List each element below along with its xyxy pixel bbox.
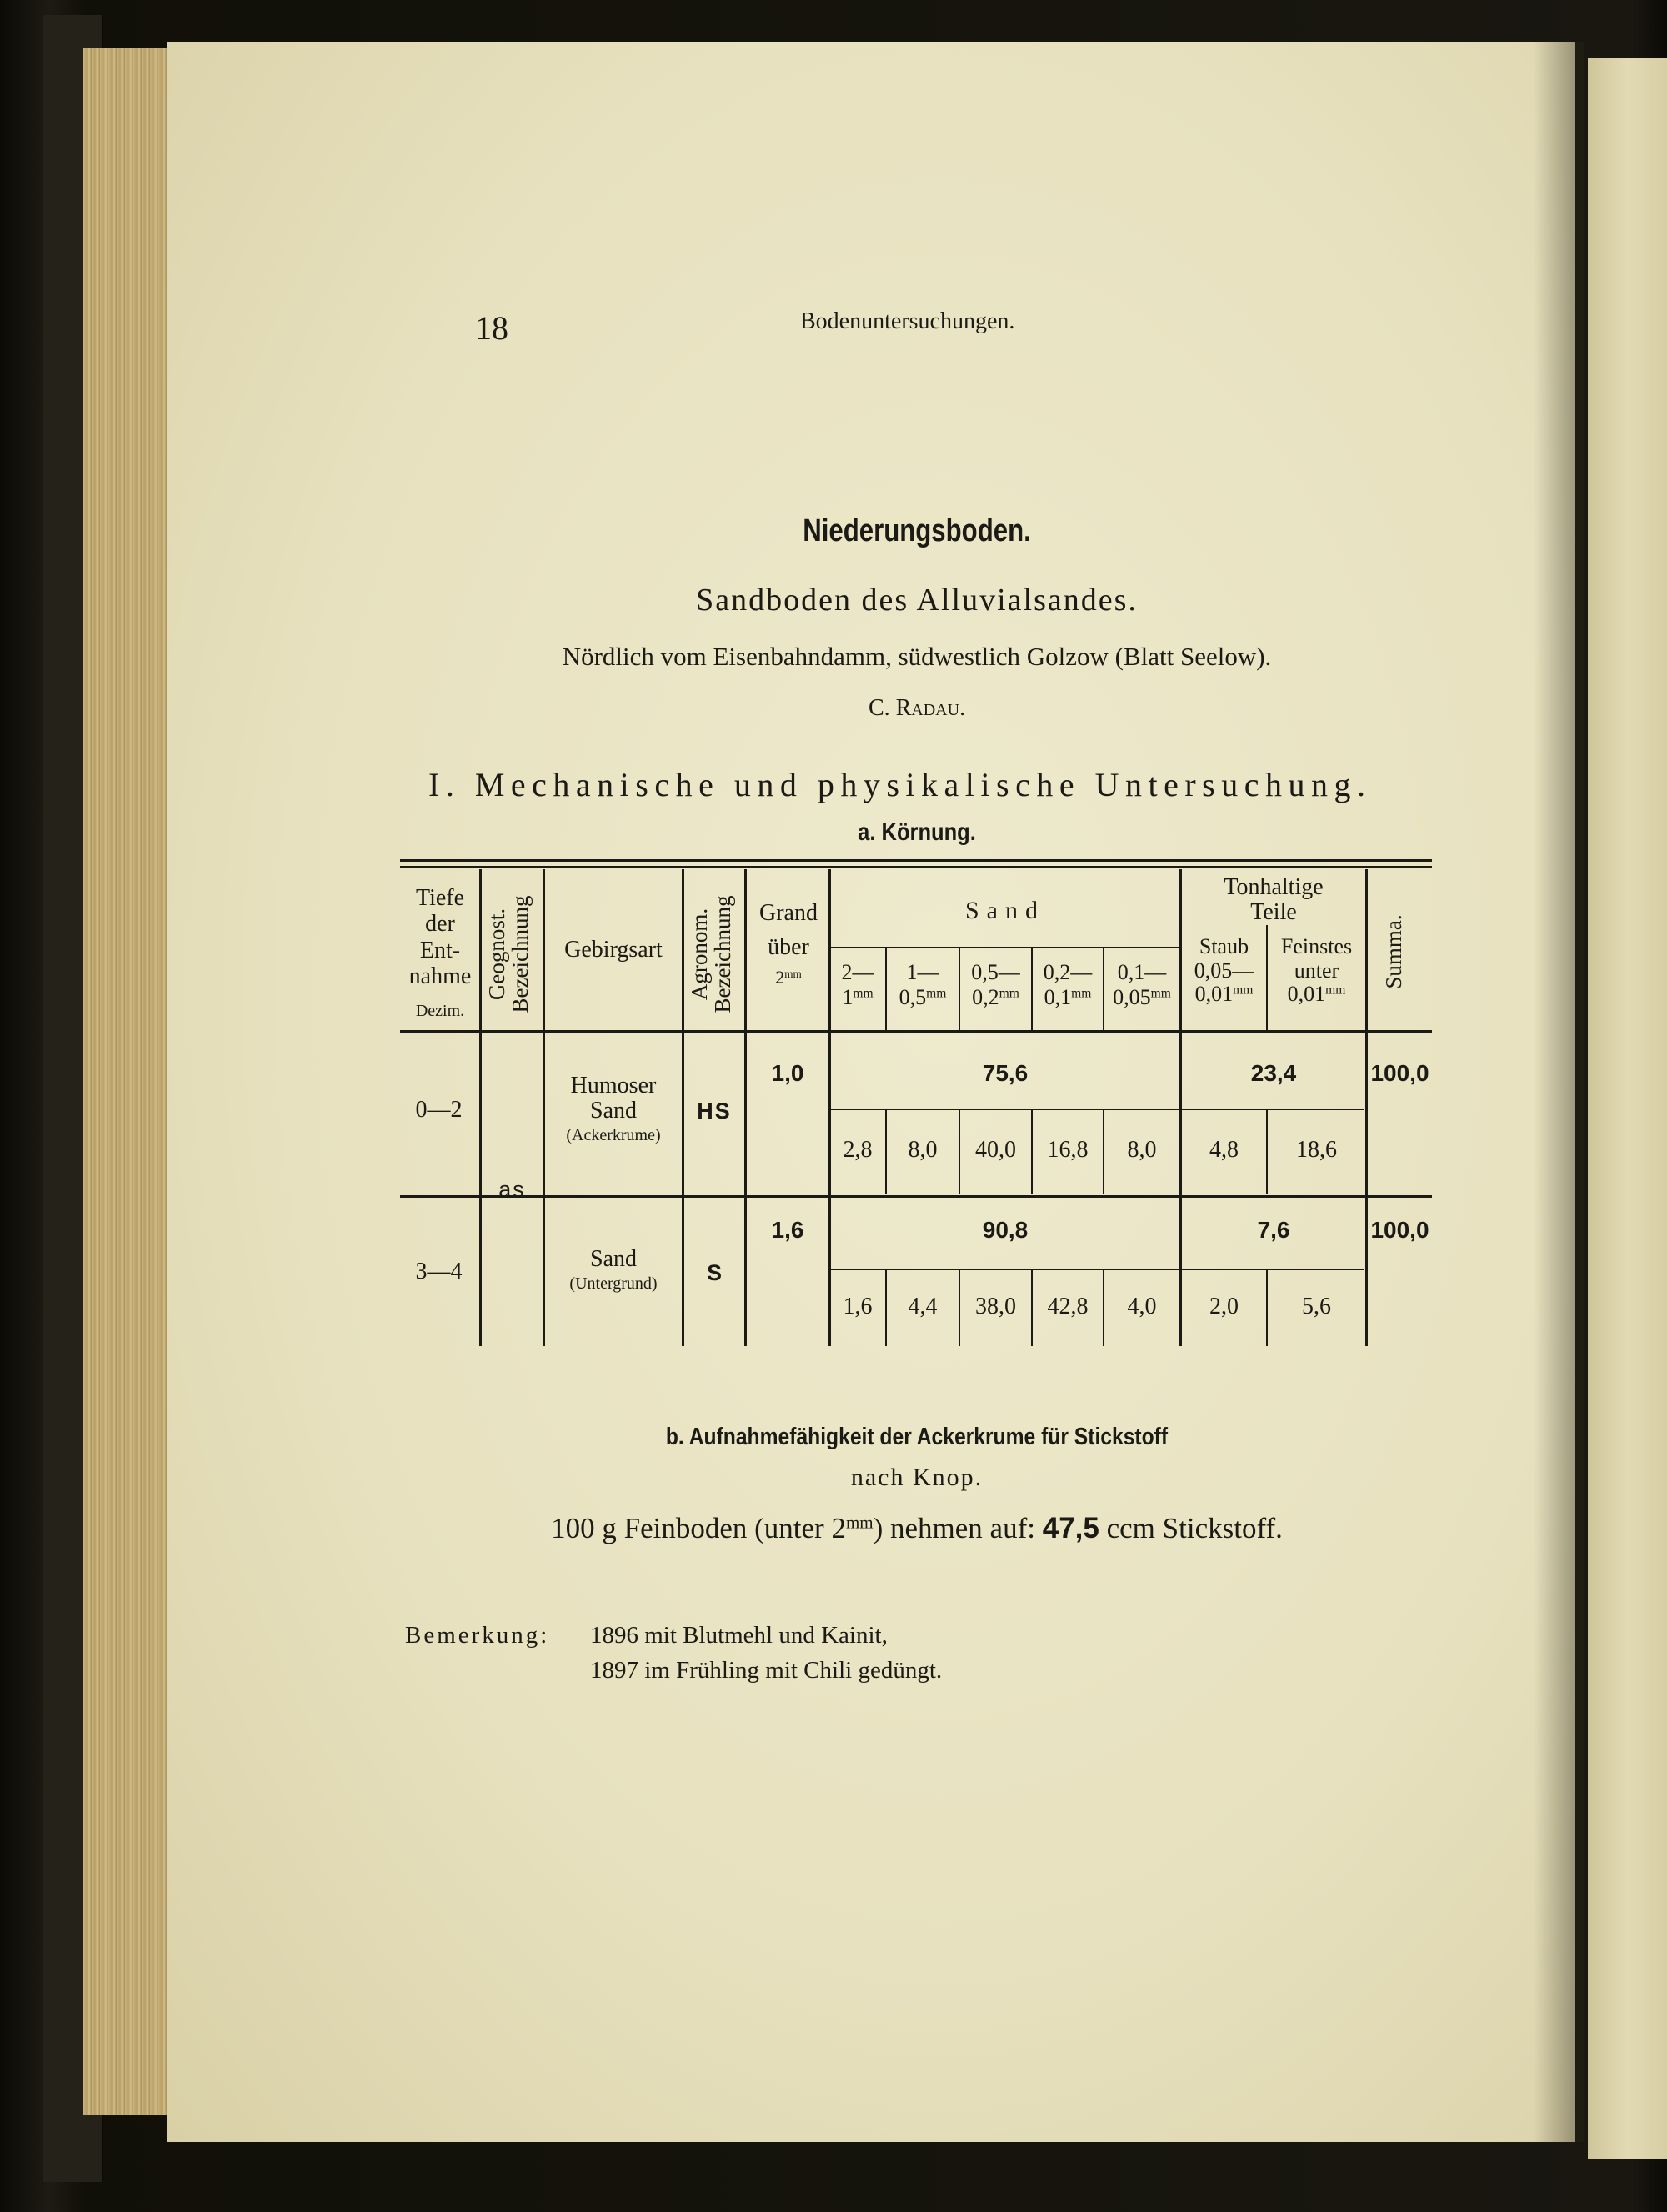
header-feinstes-bottom-value: 0,01 [1287,982,1326,1007]
header-grand [747,897,830,991]
row2-sand-value: 1,6 [843,1294,873,1319]
fraction-unit: mm [853,986,874,1001]
sand-fraction-header [1104,960,1179,1010]
subsection-b-subheading: nach Knop. [850,1464,984,1491]
header-tiefe-line: der [425,911,455,938]
fraction-bottom [887,985,959,1010]
author: C. Radau. [868,695,966,721]
fraction-bottom [830,985,885,1010]
header-grand-size-unit: mm [784,967,802,980]
fraction-top: 0,2— [1043,960,1093,984]
col-divider-7 [1365,869,1368,1346]
header-geognost [486,888,536,1021]
sand-fraction-header [830,960,885,1010]
book-page [167,42,1575,2142]
statement-unit: mm [845,1512,874,1533]
header-tiefe-unit: Dezim. [415,1002,465,1020]
table-header-rule [400,1030,1432,1033]
header-grand-line: Grand [759,900,818,926]
row1-staub: 4,8 [1209,1137,1239,1163]
header-tiefe-line: Tiefe [415,885,465,911]
table-top-rule-2 [400,866,1432,868]
fraction-bottom-value: 0,1 [1044,984,1072,1009]
sand-subheader-line [830,947,1180,948]
geognost-value: as [498,1177,526,1202]
fraction-bottom [960,985,1031,1010]
row2-gebirgsart-note: (Untergrund) [569,1274,658,1294]
header-tiefe [398,885,482,989]
page-edges [83,48,171,2115]
statement-value: 47,5 [1042,1512,1099,1544]
header-agronom [688,888,738,1021]
remark-line1: 1896 mit Blutmehl und Kainit, [590,1622,888,1649]
fraction-top: 2— [841,960,874,984]
subsection-b-heading: b. Aufnahmefähigkeit der Ackerkrume für Stickstoff [665,1424,1169,1450]
row2-sand-value: 4,0 [1127,1294,1157,1319]
fraction-bottom-value: 0,05 [1113,984,1151,1009]
header-sand: Sand [965,897,1045,924]
fraction-unit: mm [926,986,947,1001]
nitrogen-statement [417,1512,1417,1545]
header-geognost-line: Geognost. [484,908,509,1001]
row1-agronom: HS [697,1098,732,1124]
row2-sand-value: 4,4 [908,1294,938,1319]
row1-tiefe: 0—2 [415,1097,463,1123]
page-number: 18 [475,309,508,347]
header-feinstes-bottom [1268,983,1365,1007]
fraction-unit: mm [1150,986,1171,1001]
header-grand-size [747,964,830,991]
main-title: Niederungsboden. [803,513,1031,548]
row2-ton-total: 7,6 [1257,1217,1290,1243]
fraction-bottom-value: 0,5 [899,984,927,1009]
header-tiefe-line: nahme [408,963,472,990]
row2-inner-line [830,1269,1364,1270]
sand-fraction-header [960,960,1031,1010]
header-staub-bottom-value: 0,01 [1194,982,1234,1007]
header-staub-top: 0,05— [1194,958,1254,983]
gutter-shadow [1534,42,1584,2142]
row1-feinstes: 18,6 [1296,1137,1337,1163]
row1-sand-value: 8,0 [1127,1137,1157,1163]
statement-post: ) nehmen auf: [873,1512,1035,1544]
fraction-top: 0,1— [1117,960,1167,984]
header-staub-name: Staub [1199,934,1249,958]
fraction-bottom-value: 1 [842,984,854,1009]
location-line: Nördlich vom Eisenbahndamm, südwestlich Golzow (Blatt Seelow). [562,642,1272,671]
subsection-a: a. Körnung. [858,818,976,846]
row1-inner-line [830,1109,1364,1110]
row2-tiefe: 3—4 [415,1259,463,1284]
row2-sand-value: 38,0 [975,1294,1016,1319]
row1-sand-value: 2,8 [843,1137,873,1163]
subtitle: Sandboden des Alluvialsandes. [696,583,1138,618]
row1-ton-total: 23,4 [1250,1060,1297,1086]
header-tiefe-line: Ent- [419,937,461,963]
header-staub-unit: mm [1233,983,1254,998]
table-top-rule [400,859,1432,862]
row1-gebirgsart-line: Sand [590,1098,637,1124]
fraction-unit: mm [1071,986,1092,1001]
row2-gebirgsart [545,1247,682,1294]
header-feinstes-top: unter [1294,958,1339,983]
statement-end: ccm Stickstoff. [1106,1512,1283,1544]
fraction-unit: mm [999,986,1019,1001]
header-feinstes-unit: mm [1325,983,1346,998]
header-agronom-line: Agronom. [687,908,712,1001]
header-grand-size-value: 2 [775,967,785,988]
row1-summa: 100,0 [1370,1060,1429,1086]
header-agronom-line: Bezeichnung [709,895,735,1013]
remark-label: Bemerkung: [405,1622,550,1649]
header-tonhaltige [1182,875,1365,925]
row2-agronom: S [706,1260,722,1285]
row1-grand: 1,0 [771,1060,804,1086]
row1-gebirgsart-note: (Ackerkrume) [566,1126,661,1145]
remark-line2: 1897 im Frühling mit Chili gedüngt. [590,1657,943,1684]
row1-sand-total: 75,6 [982,1060,1029,1086]
row1-sand-value: 40,0 [975,1137,1016,1163]
table-row-divider [400,1195,1432,1198]
running-title: Bodenuntersuchungen. [800,308,1015,334]
fraction-bottom-value: 0,2 [972,984,999,1009]
row2-sand-value: 42,8 [1047,1294,1089,1319]
row2-staub: 2,0 [1209,1294,1239,1319]
statement-pre: 100 g Feinboden (unter 2 [551,1512,846,1544]
fraction-bottom [1104,985,1179,1010]
header-feinstes-name: Feinstes [1280,934,1353,958]
header-gebirgsart: Gebirgsart [564,937,663,963]
row1-gebirgsart-line: Humoser [570,1073,657,1098]
header-tonhaltige-line: Teile [1250,899,1297,926]
row2-summa: 100,0 [1370,1217,1429,1243]
header-staub [1182,935,1266,1007]
sand-fraction-header [1033,960,1103,1010]
fraction-bottom [1033,985,1103,1010]
row1-gebirgsart [545,1073,682,1145]
header-summa: Summa. [1381,914,1406,989]
fraction-top: 1— [906,960,939,984]
header-staub-bottom [1182,983,1266,1007]
row1-sand-value: 16,8 [1047,1137,1089,1163]
sand-fraction-header [887,960,959,1010]
row1-sand-value: 8,0 [908,1137,938,1163]
header-feinstes [1268,935,1365,1007]
row2-sand-total: 90,8 [982,1217,1029,1243]
header-grand-line: über [768,933,809,960]
fraction-top: 0,5— [971,960,1020,984]
facing-page-edge [1588,58,1667,2159]
row2-gebirgsart-line: Sand [590,1246,637,1272]
header-geognost-line: Bezeichnung [507,895,533,1013]
row2-grand: 1,6 [771,1217,804,1243]
section-heading: I. Mechanische und physikalische Untersuchung. [428,766,1372,803]
header-tonhaltige-line: Tonhaltige [1224,874,1324,900]
row2-feinstes: 5,6 [1302,1294,1331,1319]
